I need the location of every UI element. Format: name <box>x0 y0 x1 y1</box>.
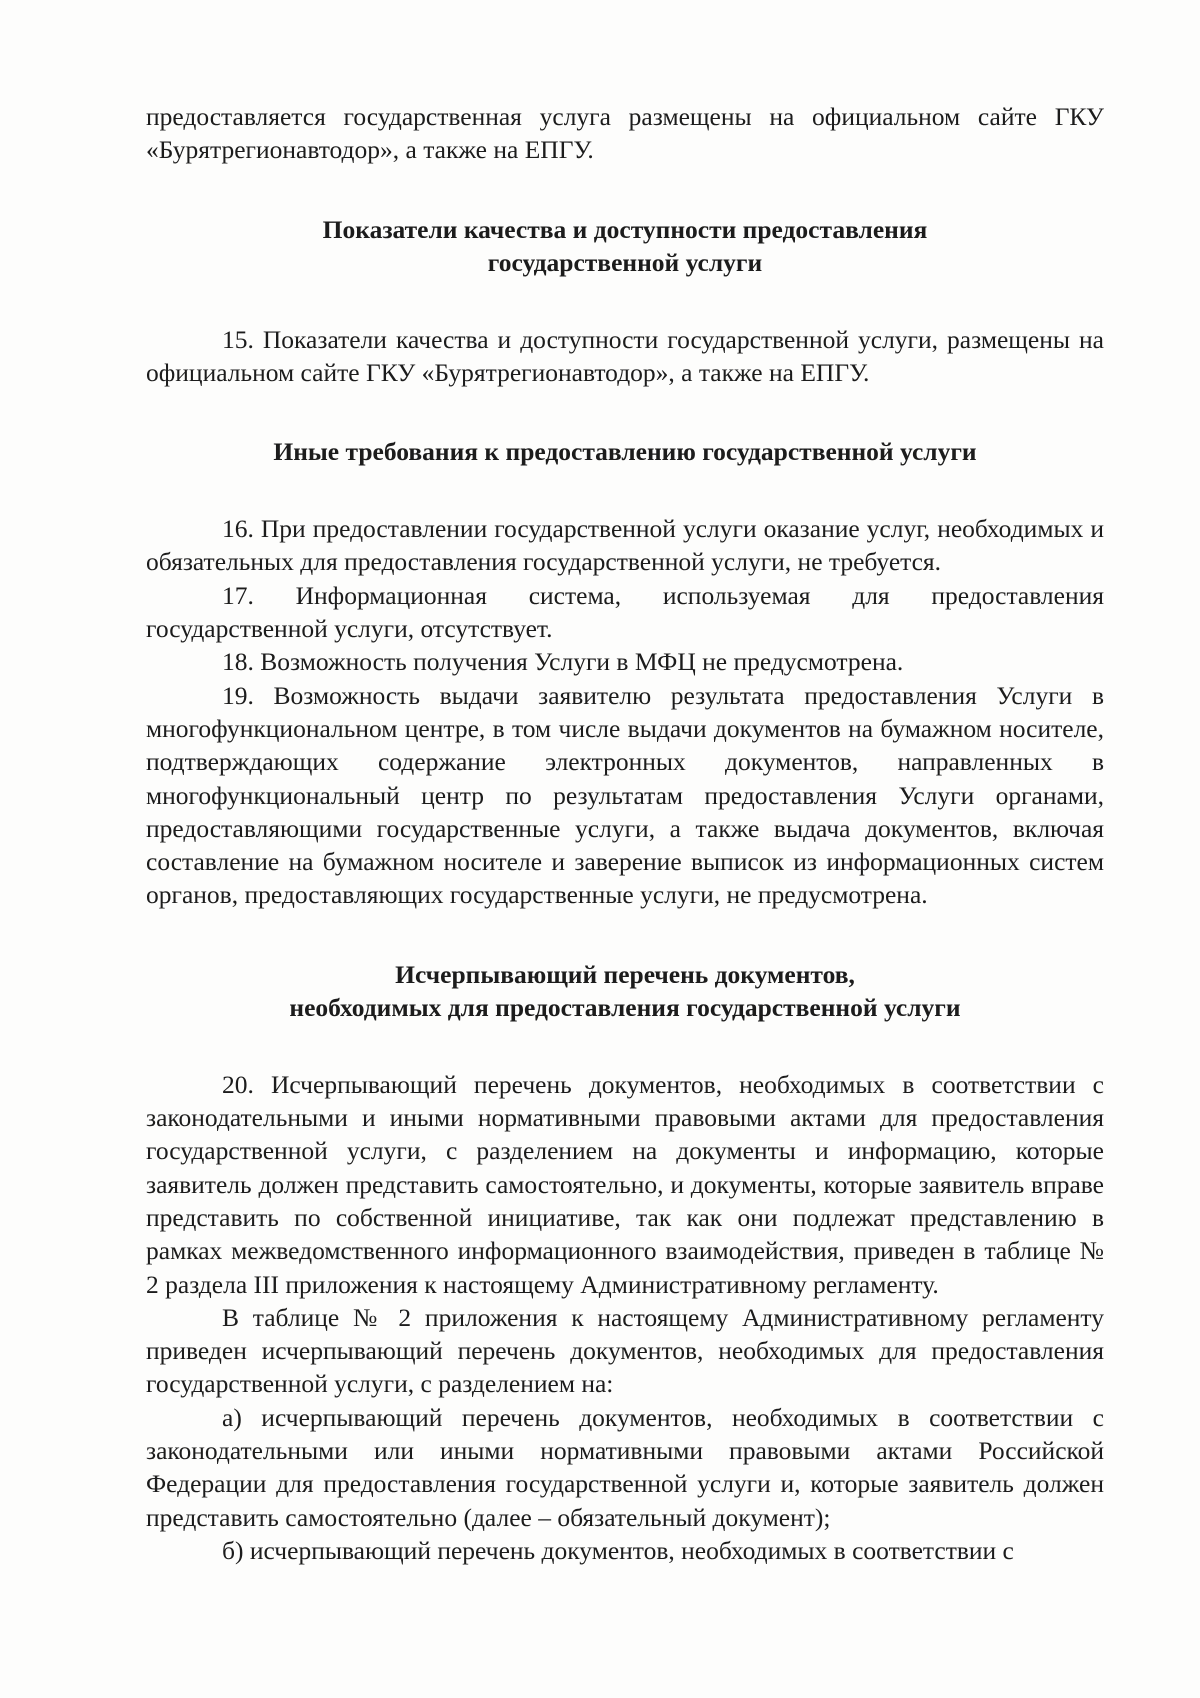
paragraph-20: 20. Исчерпывающий перечень документов, необходимых в соответствии с законодательными и иными нормативными правовыми актами для предоставления государственной услуги, с разделением на документы и информацию, которые заявитель должен представить самостоятельно, и документы, которые заявитель вправе представить по собственной инициативе, так как они подлежат представлению в рамках межведомственного информационного взаимодействия, приведен в таблице № 2 раздела III приложения к настоящему Административному регламенту. <box>146 1069 1104 1299</box>
section-heading-documents-list <box>146 958 1104 1024</box>
section-heading-line: Показатели качества и доступности предоставления <box>322 214 928 244</box>
section-heading-quality <box>146 213 1104 279</box>
section-heading-line: государственной услуги <box>487 247 763 277</box>
section-heading-other-requirements: Иные требования к предоставлению государственной услуги <box>273 437 977 467</box>
paragraph-16: 16. При предоставлении государственной услуги оказание услуг, необходимых и обязательных для предоставления государственной услуги, не требуется. <box>146 514 1104 577</box>
paragraph-19: 19. Возможность выдачи заявителю результата предоставления Услуги в многофункциональном центре, в том числе выдачи документов на бумажном носителе, подтверждающих содержание электронных документов, направленных в многофункциональный центр по результатам предоставления Услуги органами, предоставляющими государственные услуги, а также выдача документов, включая составление на бумажном носителе и заверение выписок из информационных систем органов, предоставляющих государственные услуги, не предусмотрена. <box>146 680 1104 910</box>
paragraph-15: 15. Показатели качества и доступности государственной услуги, размещены на официальном сайте ГКУ «Бурятрегионавтодор», а также на ЕПГУ. <box>146 324 1104 387</box>
continuation-paragraph: предоставляется государственная услуга размещены на официальном сайте ГКУ «Бурятрегионавтодор», а также на ЕПГУ. <box>146 102 1104 165</box>
paragraph-item-a: а) исчерпывающий перечень документов, необходимых в соответствии с законодательными или иными нормативными правовыми актами Российской Федерации для предоставления государственной услуги и, которые заявитель должен представить самостоятельно (далее – обязательный документ); <box>146 1402 1104 1532</box>
paragraph-table-2: В таблице № 2 приложения к настоящему Административному регламенту приведен исчерпывающий перечень документов, необходимых для предоставления государственной услуги, с разделением на: <box>146 1302 1104 1399</box>
section-heading-line: необходимых для предоставления государственной услуги <box>289 992 961 1022</box>
paragraph-18: 18. Возможность получения Услуги в МФЦ не предусмотрена. <box>222 647 904 677</box>
paragraph-item-b: б) исчерпывающий перечень документов, необходимых в соответствии с <box>222 1535 1014 1565</box>
section-heading-line: Исчерпывающий перечень документов, <box>395 959 855 989</box>
paragraph-17: 17. Информационная система, используемая для предоставления государственной услуги, отсутствует. <box>146 580 1104 644</box>
page-content <box>146 100 1104 1567</box>
